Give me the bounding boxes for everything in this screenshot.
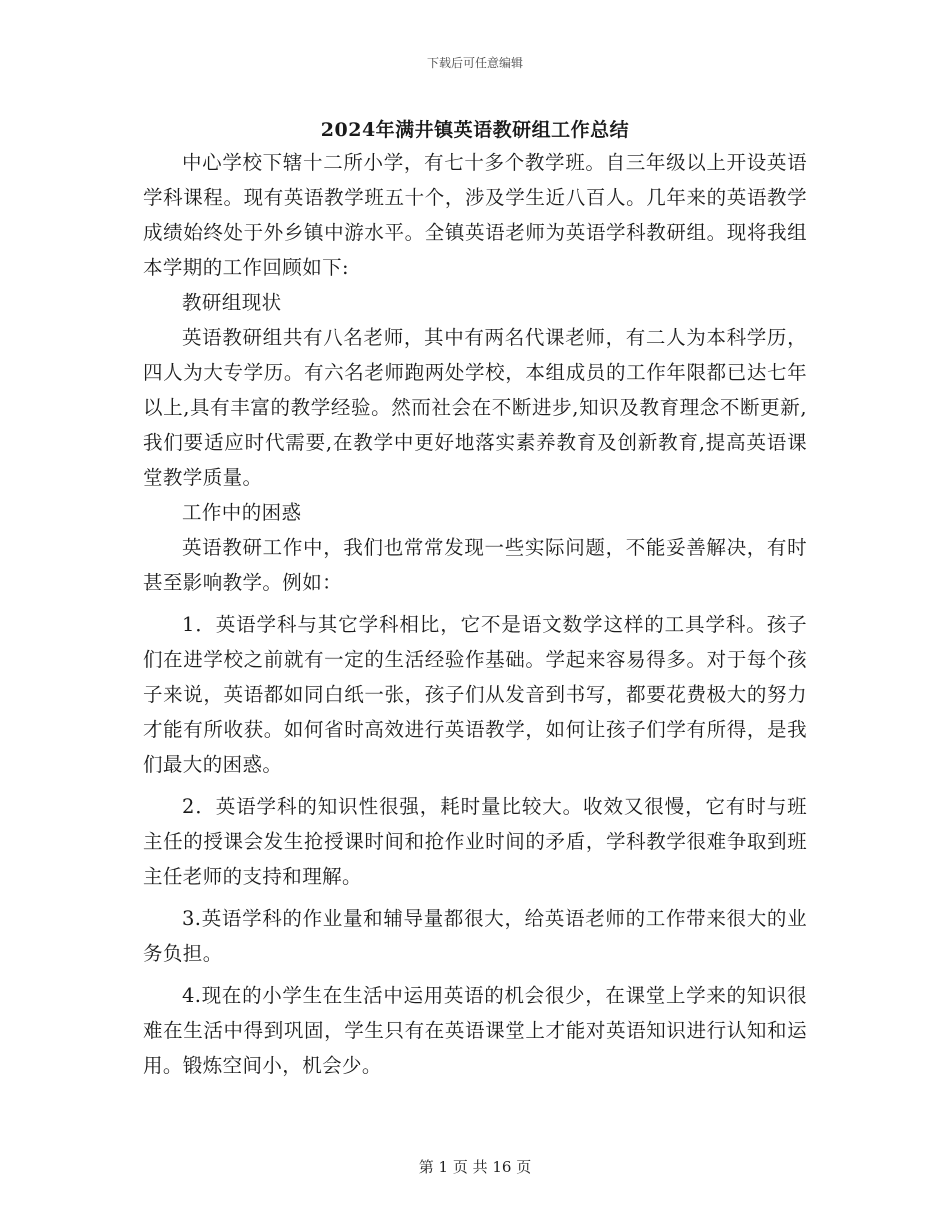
paragraph-item-2: 2．英语学科的知识性很强，耗时量比较大。收效又很慢，它有时与班主任的授课会发生抢授课时间和抢作业时间的矛盾，学科教学很难争取到班主任老师的支持和理解。 <box>143 795 807 888</box>
paragraph-item-3: 3.英语学科的作业量和辅导量都很大，给英语老师的工作带来很大的业务负担。 <box>143 907 807 965</box>
paragraph-confusions-intro: 英语教研工作中，我们也常常发现一些实际问题，不能妥善解决，有时甚至影响教学。例如： <box>143 536 807 594</box>
document-body <box>143 145 807 1083</box>
paragraph-status: 英语教研组共有八名老师，其中有两名代课老师，有二人为本科学历，四人为大专学历。有六名老师跑两处学校，本组成员的工作年限都已达七年以上,具有丰富的教学经验。然而社会在不断进步,知识及教育理念不断更新,我们要适应时代需要,在教学中更好地落实素养教育及创新教育,提高英语课堂教学质量。 <box>143 326 807 489</box>
document-title: 2024年满井镇英语教研组工作总结 <box>320 119 630 141</box>
paragraph-item-1: 1．英语学科与其它学科相比，它不是语文数学这样的工具学科。孩子们在进学校之前就有一定的生活经验作基础。学起来容易得多。对于每个孩子来说，英语都如同白纸一张，孩子们从发音到书写，都要花费极大的努力才能有所收获。如何省时高效进行英语教学，如何让孩子们学有所得，是我们最大的困惑。 <box>143 613 807 776</box>
section-heading-status: 教研组现状 <box>182 291 282 314</box>
section-heading-confusions: 工作中的困惑 <box>182 501 302 524</box>
header-note: 下载后可任意编辑 <box>426 56 523 70</box>
page-footer: 第 1 页 共 16 页 <box>418 1158 532 1176</box>
paragraph-intro: 中心学校下辖十二所小学，有七十多个教学班。自三年级以上开设英语学科课程。现有英语教学班五十个，涉及学生近八百人。几年来的英语教学成绩始终处于外乡镇中游水平。全镇英语老师为英语学科教研组。现将我组本学期的工作回顾如下: <box>143 151 807 279</box>
paragraph-item-4: 4.现在的小学生在生活中运用英语的机会很少，在课堂上学来的知识很难在生活中得到巩固，学生只有在英语课堂上才能对英语知识进行认知和运用。锻炼空间小，机会少。 <box>143 984 807 1077</box>
